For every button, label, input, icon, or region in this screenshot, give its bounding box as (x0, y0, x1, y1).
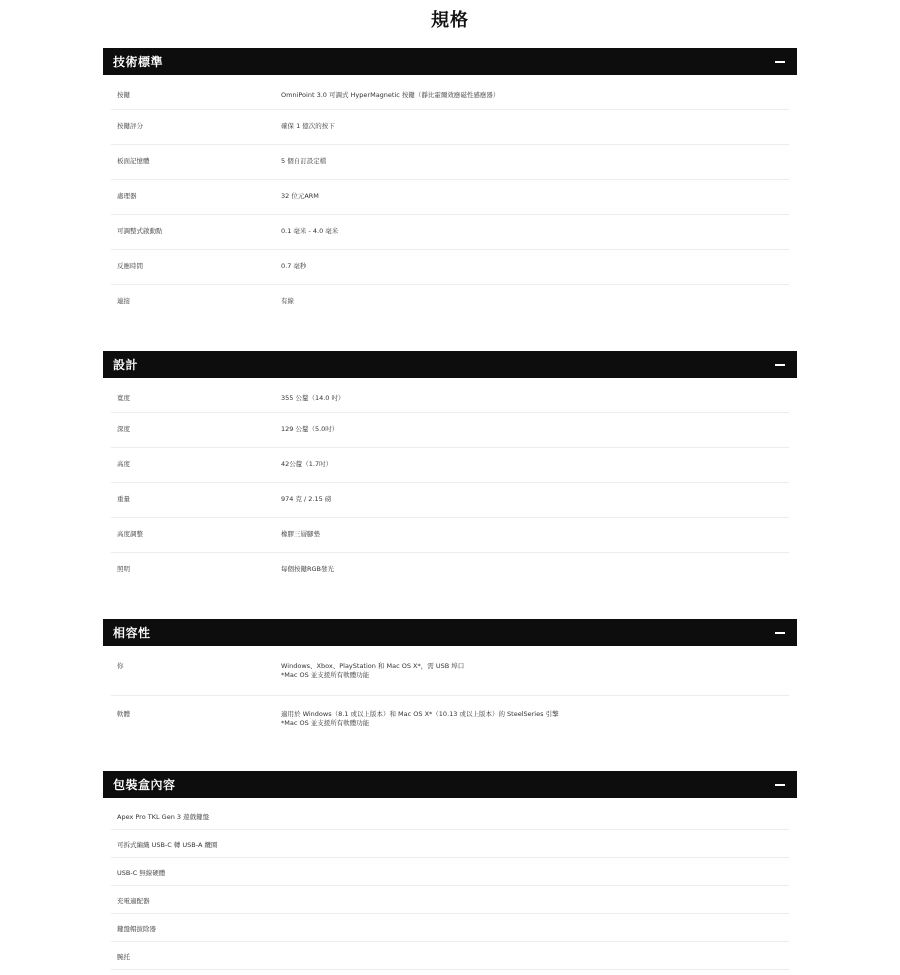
list-item: 充電適配器 (111, 886, 789, 914)
spec-value: 有線 (281, 297, 294, 305)
section-compatibility (103, 619, 797, 746)
list-item: 腕托 (111, 942, 789, 970)
spec-value: 0.7 毫秒 (281, 262, 307, 270)
spec-row (111, 145, 789, 180)
section-title: 技術標準 (113, 55, 164, 69)
page-title: 規格 (431, 10, 469, 31)
spec-row (111, 250, 789, 285)
spec-value: 129 公釐（5.0吋） (281, 425, 339, 433)
spec-label: 反應時間 (117, 262, 143, 270)
spec-value: 確保 1 億次的按下 (281, 122, 335, 130)
spec-label: 寬度 (117, 394, 130, 402)
spec-value: Windows、Xbox、PlayStation 和 Mac OS X*，需 USB 埠口 (281, 662, 465, 670)
spec-row (111, 110, 789, 145)
spec-value: 355 公釐（14.0 吋） (281, 394, 345, 402)
spec-label: 你 (117, 662, 124, 670)
spec-note: *Mac OS 並支援所有軟體功能 (281, 719, 370, 727)
collapse-minus-icon[interactable] (773, 626, 787, 640)
spec-row (111, 646, 789, 696)
section-box-contents (103, 771, 797, 970)
spec-row (111, 413, 789, 448)
spec-row (111, 483, 789, 518)
spec-row (111, 448, 789, 483)
spec-row (111, 75, 789, 110)
spec-label: 連接 (117, 297, 130, 305)
spec-label: 高度 (117, 460, 130, 468)
section-header-box-contents[interactable] (103, 771, 797, 798)
spec-value: 適用於 Windows（8.1 或以上版本）和 Mac OS X*（10.13 或以上版本）的 SteelSeries 引擎 (281, 710, 559, 718)
section-design (103, 351, 797, 588)
section-title: 相容性 (113, 626, 151, 640)
spec-row (111, 180, 789, 215)
list-item: USB-C 無線硬體 (111, 858, 789, 886)
spec-value: 0.1 毫米 - 4.0 毫米 (281, 227, 339, 235)
spec-label: 照明 (117, 565, 130, 573)
spec-label: 按鍵 (117, 91, 130, 99)
spec-label: 高度調整 (117, 530, 143, 538)
spec-note: *Mac OS 並支援所有軟體功能 (281, 671, 370, 679)
section-header-compatibility[interactable] (103, 619, 797, 646)
section-header-technical-specs[interactable] (103, 48, 797, 75)
spec-value: 5 個自訂設定檔 (281, 157, 327, 165)
spec-value: 974 克 / 2.15 磅 (281, 495, 332, 503)
spec-label: 處理器 (117, 192, 137, 200)
spec-label: 重量 (117, 495, 130, 503)
spec-label: 深度 (117, 425, 130, 433)
spec-row (111, 553, 789, 588)
collapse-minus-icon[interactable] (773, 358, 787, 372)
spec-value: 32 位元ARM (281, 192, 319, 200)
spec-value: OmniPoint 3.0 可調式 HyperMagnetic 按鍵（靜比霍爾效應磁性感應器） (281, 91, 500, 99)
spec-row (111, 215, 789, 250)
section-title: 包裝盒內容 (113, 778, 176, 792)
spec-value: 每個按鍵RGB發光 (281, 565, 335, 573)
spec-row (111, 696, 789, 746)
spec-label: 按鍵評分 (117, 122, 143, 130)
section-technical-specs (103, 48, 797, 320)
spec-row (111, 518, 789, 553)
spec-value: 42公釐（1.7吋） (281, 460, 333, 468)
spec-row (111, 285, 789, 320)
list-item: 鍵盤帽拔除器 (111, 914, 789, 942)
list-item: 可拆式編織 USB-C 轉 USB-A 纜圈 (111, 830, 789, 858)
spec-row (111, 378, 789, 413)
spec-value: 橡膠三層腳墊 (281, 530, 320, 538)
spec-label: 軟體 (117, 710, 130, 718)
spec-label: 可調整式啟動點 (117, 227, 163, 235)
section-title: 設計 (113, 358, 139, 372)
collapse-minus-icon[interactable] (773, 55, 787, 69)
collapse-minus-icon[interactable] (773, 778, 787, 792)
spec-label: 板面記憶體 (117, 157, 150, 165)
list-item: Apex Pro TKL Gen 3 遊戲鍵盤 (111, 798, 789, 830)
section-header-design[interactable] (103, 351, 797, 378)
